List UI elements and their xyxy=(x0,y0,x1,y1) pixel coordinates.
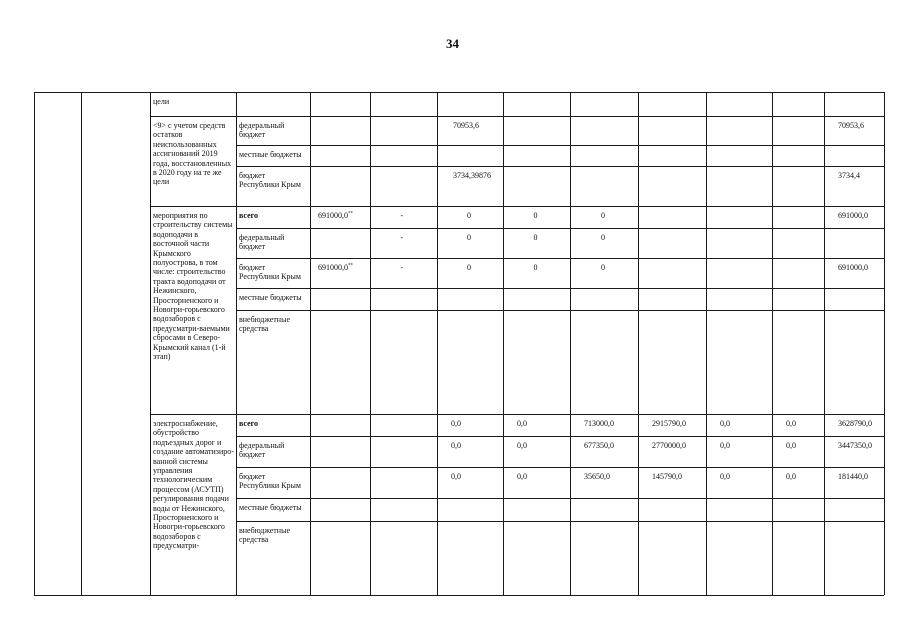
block-description: <9> с учетом средств остатков неиспользованных ассигнований 2019 года, восстановленных в 2020 году на те же цели xyxy=(153,121,232,187)
cell-value: 145790,0 xyxy=(652,472,682,481)
block-description: электроснабжение, обустройство подъездных дорог и создание автоматизиро-ванной системы управления технологическим процессом (АСУТП) регулирования подачи воды от Нежинского, Просторненского и Новогри-горьевского водозаборов с предусматри- xyxy=(153,419,234,551)
cell-value: - xyxy=(400,233,404,242)
cell-value: 0 xyxy=(533,211,538,220)
footnote-mark: ** xyxy=(348,211,353,217)
column-line xyxy=(638,92,639,595)
cell-value: 0 xyxy=(467,211,471,220)
row-line xyxy=(236,228,884,229)
footnote-mark: ** xyxy=(348,263,353,269)
continuation-text: цели xyxy=(153,97,170,106)
row-line xyxy=(236,521,884,522)
row-line xyxy=(236,288,884,289)
column-line xyxy=(370,92,371,595)
page-number: 34 xyxy=(446,36,459,51)
cell-value: 2770000,0 xyxy=(652,441,686,450)
cell-value: 691000,0 xyxy=(838,263,868,272)
cell-value: 691000,0 xyxy=(838,211,868,220)
row-label: бюджет Республики Крым xyxy=(239,472,301,491)
cell-value: 3734,4 xyxy=(838,171,860,180)
cell-value: 35650,0 xyxy=(584,472,610,481)
block-line xyxy=(150,414,884,415)
cell-value: 691000,0** xyxy=(318,211,353,220)
cell-value: 691000,0** xyxy=(318,263,353,272)
cell-value: 0,0 xyxy=(786,419,796,428)
cell-value: 0,0 xyxy=(517,472,527,481)
row-label: бюджет Республики Крым xyxy=(239,263,301,282)
cell-value: 70953,6 xyxy=(453,121,479,130)
cell-value: 677350,0 xyxy=(584,441,614,450)
row-label: местные бюджеты xyxy=(239,503,302,512)
cell-value: 0 xyxy=(533,263,538,272)
row-line xyxy=(236,467,884,468)
cell-value: 0,0 xyxy=(720,419,730,428)
table-border-left-0 xyxy=(34,92,35,595)
row-label: федеральный бюджет xyxy=(239,121,285,140)
cell-value: 0 xyxy=(467,233,471,242)
row-label: федеральный бюджет xyxy=(239,233,285,252)
row-line xyxy=(236,258,884,259)
cell-value: 0 xyxy=(533,233,538,242)
row-label: местные бюджеты xyxy=(239,293,302,302)
cell-value: 0 xyxy=(467,263,471,272)
cell-value: - xyxy=(400,211,404,220)
column-line xyxy=(772,92,773,595)
cell-value: 713000,0 xyxy=(584,419,614,428)
cell-value: 3628790,0 xyxy=(838,419,872,428)
row-line xyxy=(236,145,884,146)
cell-value: 3734,39876 xyxy=(453,171,491,180)
cell-value: 0,0 xyxy=(451,419,461,428)
column-line xyxy=(503,92,504,595)
cell-value: 3447350,0 xyxy=(838,441,872,450)
table-top-line xyxy=(34,92,884,93)
cell-value: 0,0 xyxy=(451,472,461,481)
block-line xyxy=(150,206,884,207)
cell-value: 0,0 xyxy=(720,472,730,481)
cell-value: 0,0 xyxy=(517,441,527,450)
cell-value: 0 xyxy=(601,233,605,242)
row-label: внебюджетные средства xyxy=(239,526,290,545)
row-line xyxy=(236,166,884,167)
column-line xyxy=(570,92,571,595)
column-line xyxy=(824,92,825,595)
row-label: бюджет Республики Крым xyxy=(239,171,301,190)
cell-value: 0,0 xyxy=(720,441,730,450)
row-line xyxy=(236,498,884,499)
row-line xyxy=(236,310,884,311)
table-border-left-3 xyxy=(884,92,885,595)
column-line xyxy=(706,92,707,595)
block-line xyxy=(150,595,884,596)
row-label: всего xyxy=(239,419,259,428)
cell-value: 70953,6 xyxy=(838,121,864,130)
cell-value: 0,0 xyxy=(451,441,461,450)
column-line xyxy=(437,92,438,595)
row-label: федеральный бюджет xyxy=(239,441,285,460)
cell-value: 0,0 xyxy=(786,472,796,481)
row-label: всего xyxy=(239,211,259,220)
cell-value: 2915790,0 xyxy=(652,419,686,428)
row-line xyxy=(150,116,884,117)
row-label: местные бюджеты xyxy=(239,150,302,159)
cell-value: 0,0 xyxy=(517,419,527,428)
block-description: мероприятия по строительству системы водоподачи в восточной части Крымского полуострова, в том числе: строительство тракта водоподачи от Нежинского, Просторненского и Новогри-горьевского водозаборов с предусматри-ваемыми сбросами в Северо-Крымский канал (1-й этап) xyxy=(153,211,233,362)
cell-value: 181440,0 xyxy=(838,472,868,481)
cell-value: 0 xyxy=(601,263,605,272)
cell-value: - xyxy=(400,263,404,272)
cell-value: 0 xyxy=(601,211,605,220)
row-line xyxy=(236,436,884,437)
cell-value: 0,0 xyxy=(786,441,796,450)
column-line xyxy=(310,92,311,595)
table-border-left-2 xyxy=(150,92,151,595)
column-line xyxy=(236,92,237,595)
row-label: внебюджетные средства xyxy=(239,315,290,334)
table-border-left-1 xyxy=(81,92,82,595)
